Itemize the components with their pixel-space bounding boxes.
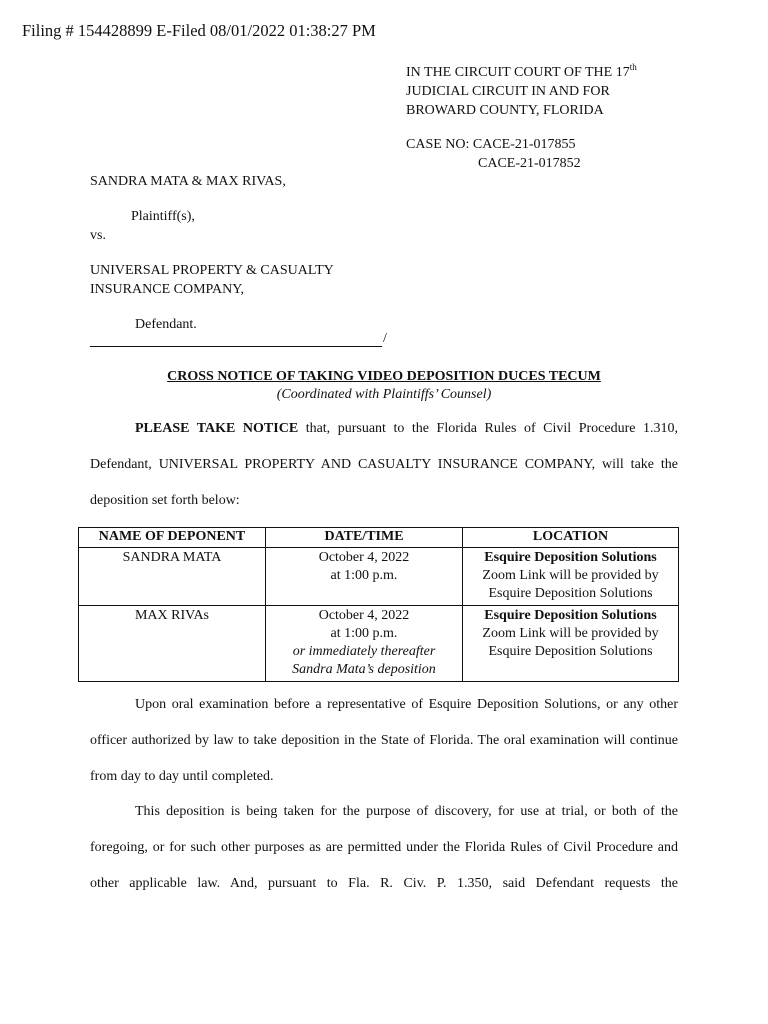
- case-number-line: CASE NO: CACE-21-017855: [406, 137, 576, 152]
- title-main: CROSS NOTICE OF TAKING VIDEO DEPOSITION DUCES TECUM: [167, 369, 601, 384]
- notice-lead: PLEASE TAKE NOTICE: [135, 421, 299, 436]
- defendant-name: [90, 261, 334, 299]
- location-line-2: Zoom Link will be provided by: [482, 568, 659, 583]
- location-line-3: Esquire Deposition Solutions: [488, 586, 653, 601]
- deposition-datetime: [266, 606, 463, 682]
- document-title: [90, 368, 678, 404]
- case-number-block: [406, 135, 581, 173]
- time-line: at 1:00 p.m.: [330, 568, 398, 583]
- table-row: [79, 548, 679, 606]
- location-line-2: Zoom Link will be provided by: [482, 626, 659, 641]
- plaintiffs-names: SANDRA MATA & MAX RIVAS,: [90, 174, 286, 189]
- title-subtitle: (Coordinated with Plaintiffs’ Counsel): [276, 387, 492, 402]
- notice-paragraph: [90, 411, 678, 519]
- oral-exam-paragraph: [90, 687, 678, 795]
- caption-rule: [90, 346, 382, 347]
- purpose-text: This deposition is being taken for the purpose of discovery, for use at trial, or both of the foregoing, or for such other purposes as are permitted under the Florida Rules of Civil Procedure and other applicable law. And, pursuant to Fla. R. Civ. P. 1.350, said Defendant requests the: [90, 804, 678, 891]
- deponent-name: MAX RIVAs: [79, 606, 266, 682]
- deponent-name: SANDRA MATA: [79, 548, 266, 606]
- caption-slash: /: [383, 331, 387, 346]
- table-row: [79, 606, 679, 682]
- time-line: at 1:00 p.m.: [330, 626, 398, 641]
- court-caption: [406, 63, 637, 120]
- location-line-3: Esquire Deposition Solutions: [488, 644, 653, 659]
- notice-body: that, pursuant to the Florida Rules of Civil Procedure 1.310, Defendant, UNIVERSAL PROPERTY AND CASUALTY INSURANCE COMPANY, will take the deposition set forth below:: [90, 421, 678, 508]
- date-line: October 4, 2022: [318, 608, 410, 623]
- location-name: Esquire Deposition Solutions: [484, 550, 657, 565]
- deposition-location: [463, 548, 679, 606]
- oral-exam-text: Upon oral examination before a representative of Esquire Deposition Solutions, or any other officer authorized by law to take deposition in the State of Florida. The oral examination will continue from day to day until completed.: [90, 697, 678, 784]
- location-name: Esquire Deposition Solutions: [484, 608, 657, 623]
- filing-stamp: Filing # 154428899 E-Filed 08/01/2022 01:38:27 PM: [22, 21, 376, 40]
- timing-note-2: Sandra Mata’s deposition: [292, 662, 436, 677]
- deposition-location: [463, 606, 679, 682]
- defendant-name-line-1: UNIVERSAL PROPERTY & CASUALTY: [90, 263, 334, 278]
- court-line-2: JUDICIAL CIRCUIT IN AND FOR: [406, 84, 610, 99]
- case-number-second: CACE-21-017852: [478, 156, 581, 171]
- purpose-paragraph: [90, 794, 678, 902]
- header-name: NAME OF DEPONENT: [79, 528, 266, 548]
- defendant-name-line-2: INSURANCE COMPANY,: [90, 282, 245, 297]
- header-datetime: DATE/TIME: [266, 528, 463, 548]
- plaintiff-role: Plaintiff(s),: [131, 209, 195, 224]
- deposition-datetime: [266, 548, 463, 606]
- table-header-row: [79, 528, 679, 548]
- header-location: LOCATION: [463, 528, 679, 548]
- deposition-table: [78, 527, 679, 682]
- court-line-1: IN THE CIRCUIT COURT OF THE 17th: [406, 62, 637, 80]
- court-line-3: BROWARD COUNTY, FLORIDA: [406, 103, 604, 118]
- versus-label: vs.: [90, 228, 106, 243]
- defendant-role: Defendant.: [135, 317, 197, 332]
- timing-note-1: or immediately thereafter: [292, 644, 436, 659]
- date-line: October 4, 2022: [318, 550, 410, 565]
